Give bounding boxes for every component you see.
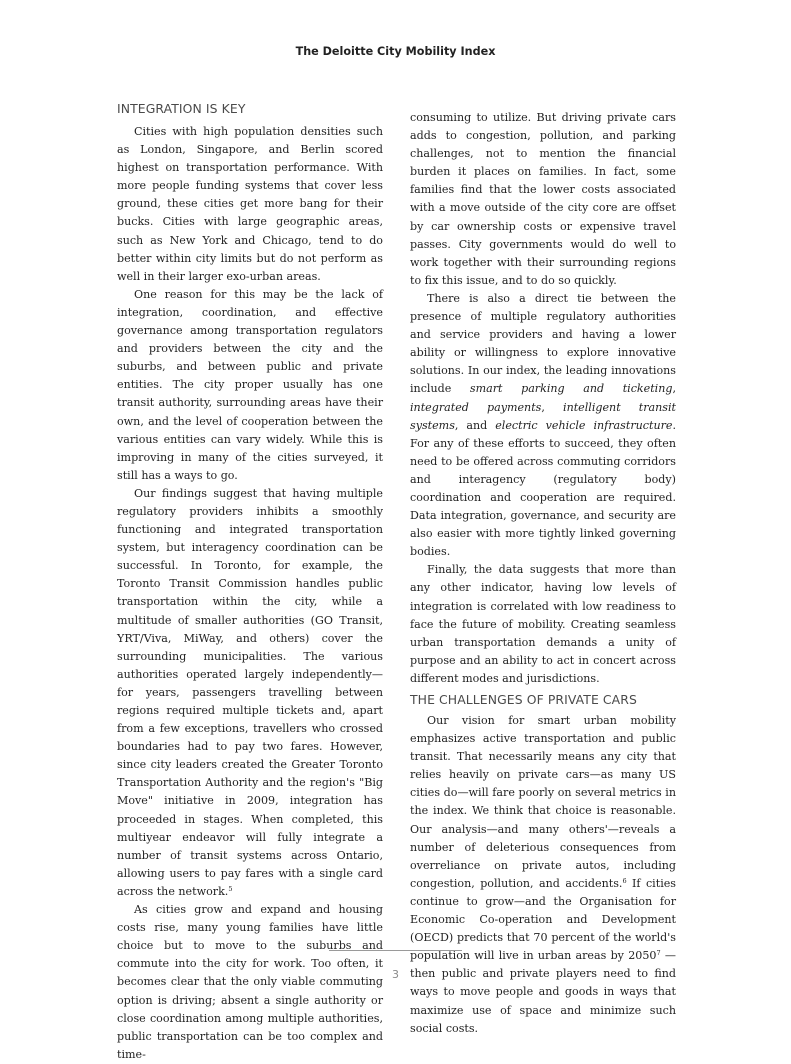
- page-number: 3: [392, 968, 399, 981]
- paragraph-text: If cities continue to grow—and the Organisation for Economic Co-operation and Development (OECD) predicts that 70 percent of the world's population will live in urban areas by 2050: [410, 876, 676, 963]
- paragraph-integration-5: [410, 290, 676, 561]
- paragraph-integration-4: As cities grow and expand and housing costs rise, many young families have little choice but to move to the suburbs and commute into the city for work. Too often, it becomes clear that the only viable commuting option is driving; absent a single authority or close coordination among multiple authorities, public transportation can be too complex and time-: [117, 903, 383, 1061]
- paragraph-integration-1: Cities with high population densities such as London, Singapore, and Berlin scored highest on transportation performance. With more people funding systems that cover less ground, these cities get more bang for their bucks. Cities with large geographic areas, such as New York and Chicago, tend to do better within city limits but do not perform as well in their larger exo-urban areas.: [117, 125, 383, 283]
- paragraph-integration-3: [117, 485, 383, 901]
- emphasis-ev-infrastructure: electric vehicle infrastructure: [495, 418, 673, 432]
- paragraph-private-cars-1: [410, 712, 676, 1038]
- paragraph-text: There is also a direct tie between the presence of multiple regulatory authorities and service providers and having a lower ability or willingness to explore innovative solutions. In our index, the leading innovations include: [410, 291, 676, 396]
- footer-rule: [329, 950, 462, 951]
- emphasis-intelligent-transit: intelligent transit systems: [410, 400, 676, 432]
- paragraph-integration-2: One reason for this may be the lack of integration, coordination, and effective governance among transportation regulators and providers between the city and the suburbs, and between public and private entities. The city proper usually has one transit authority, surrounding areas have their own, and the level of cooperation between the various entities can vary widely. While this is improving in many of the cities surveyed, it still has a ways to go.: [117, 287, 383, 482]
- paragraph-text: Our vision for smart urban mobility emphasizes active transportation and public transit. That necessarily means any city that relies heavily on private cars—as many US cities do—will fare poorly on several metrics in the index. We think that choice is reasonable. Our analysis—and many others'—reveals a number of deleterious consequences from overreliance on private autos, including congestion, pollution, and accidents.: [410, 714, 676, 890]
- running-header: The Deloitte City Mobility Index: [295, 45, 496, 58]
- paragraph-text: Our findings suggest that having multiple regulatory providers inhibits a smoothly functioning and integrated transportation system, but interagency coordination can be successful. In Toronto, for example, the Toronto Transit Commission handles public transportation within the city, while a multitude of smaller authorities (GO Transit, YRT/Viva, MiWay, and others) cover the surrounding municipalities. The various authorities operated largely independently—for years, passengers travelling between regions required multiple tickets and, apart from a few exceptions, travellers who crossed boundaries had to pay two fares. However, since city leaders created the Greater Toronto Transportation Authority and the region's "Big Move" initiative in 2009, integration has proceeded in stages. When completed, this multiyear endeavor will fully integrate a number of transit systems across Ontario, allowing users to pay fares with a single card across the network.: [117, 486, 383, 898]
- footnote-marker-7: 7: [656, 949, 661, 958]
- footnote-marker-6: 6: [622, 876, 627, 885]
- emphasis-integrated-payments: integrated payments: [410, 400, 542, 414]
- left-column: [117, 100, 383, 1064]
- footnote-marker-5: 5: [228, 884, 233, 893]
- section-heading-integration: INTEGRATION IS KEY: [117, 101, 246, 116]
- paragraph-text: . For any of these efforts to succeed, they often need to be offered across commuting corridors and interagency (regulatory body) coordination and cooperation are required. Data integration, governance, and security are also easier with more tightly linked governing bodies.: [410, 418, 676, 559]
- section-heading-private-cars: THE CHALLENGES OF PRIVATE CARS: [410, 692, 637, 707]
- emphasis-smart-parking: smart parking and ticketing: [469, 382, 673, 396]
- separator: ,: [541, 400, 564, 414]
- separator: , and: [454, 418, 496, 432]
- right-column: [410, 109, 676, 1038]
- paragraph-text: —then public and private players need to find ways to move people and goods in ways that maximize use of space and minimize such social costs.: [410, 949, 677, 1035]
- paragraph-integration-6: Finally, the data suggests that more than any other indicator, having low levels of integration is correlated with low readiness to face the future of mobility. Creating seamless urban transportation demands a unity of purpose and an ability to act in concert across different modes and jurisdictions.: [410, 563, 676, 685]
- separator: ,: [672, 382, 677, 396]
- paragraph-integration-4-continued: consuming to utilize. But driving private cars adds to congestion, pollution, and parking challenges, not to mention the financial burden it places on families. In fact, some families find that the lower costs associated with a move outside of the city core are offset by car ownership costs or expensive travel passes. City governments would do well to work together with their surrounding regions to fix this issue, and to do so quickly.: [410, 111, 676, 287]
